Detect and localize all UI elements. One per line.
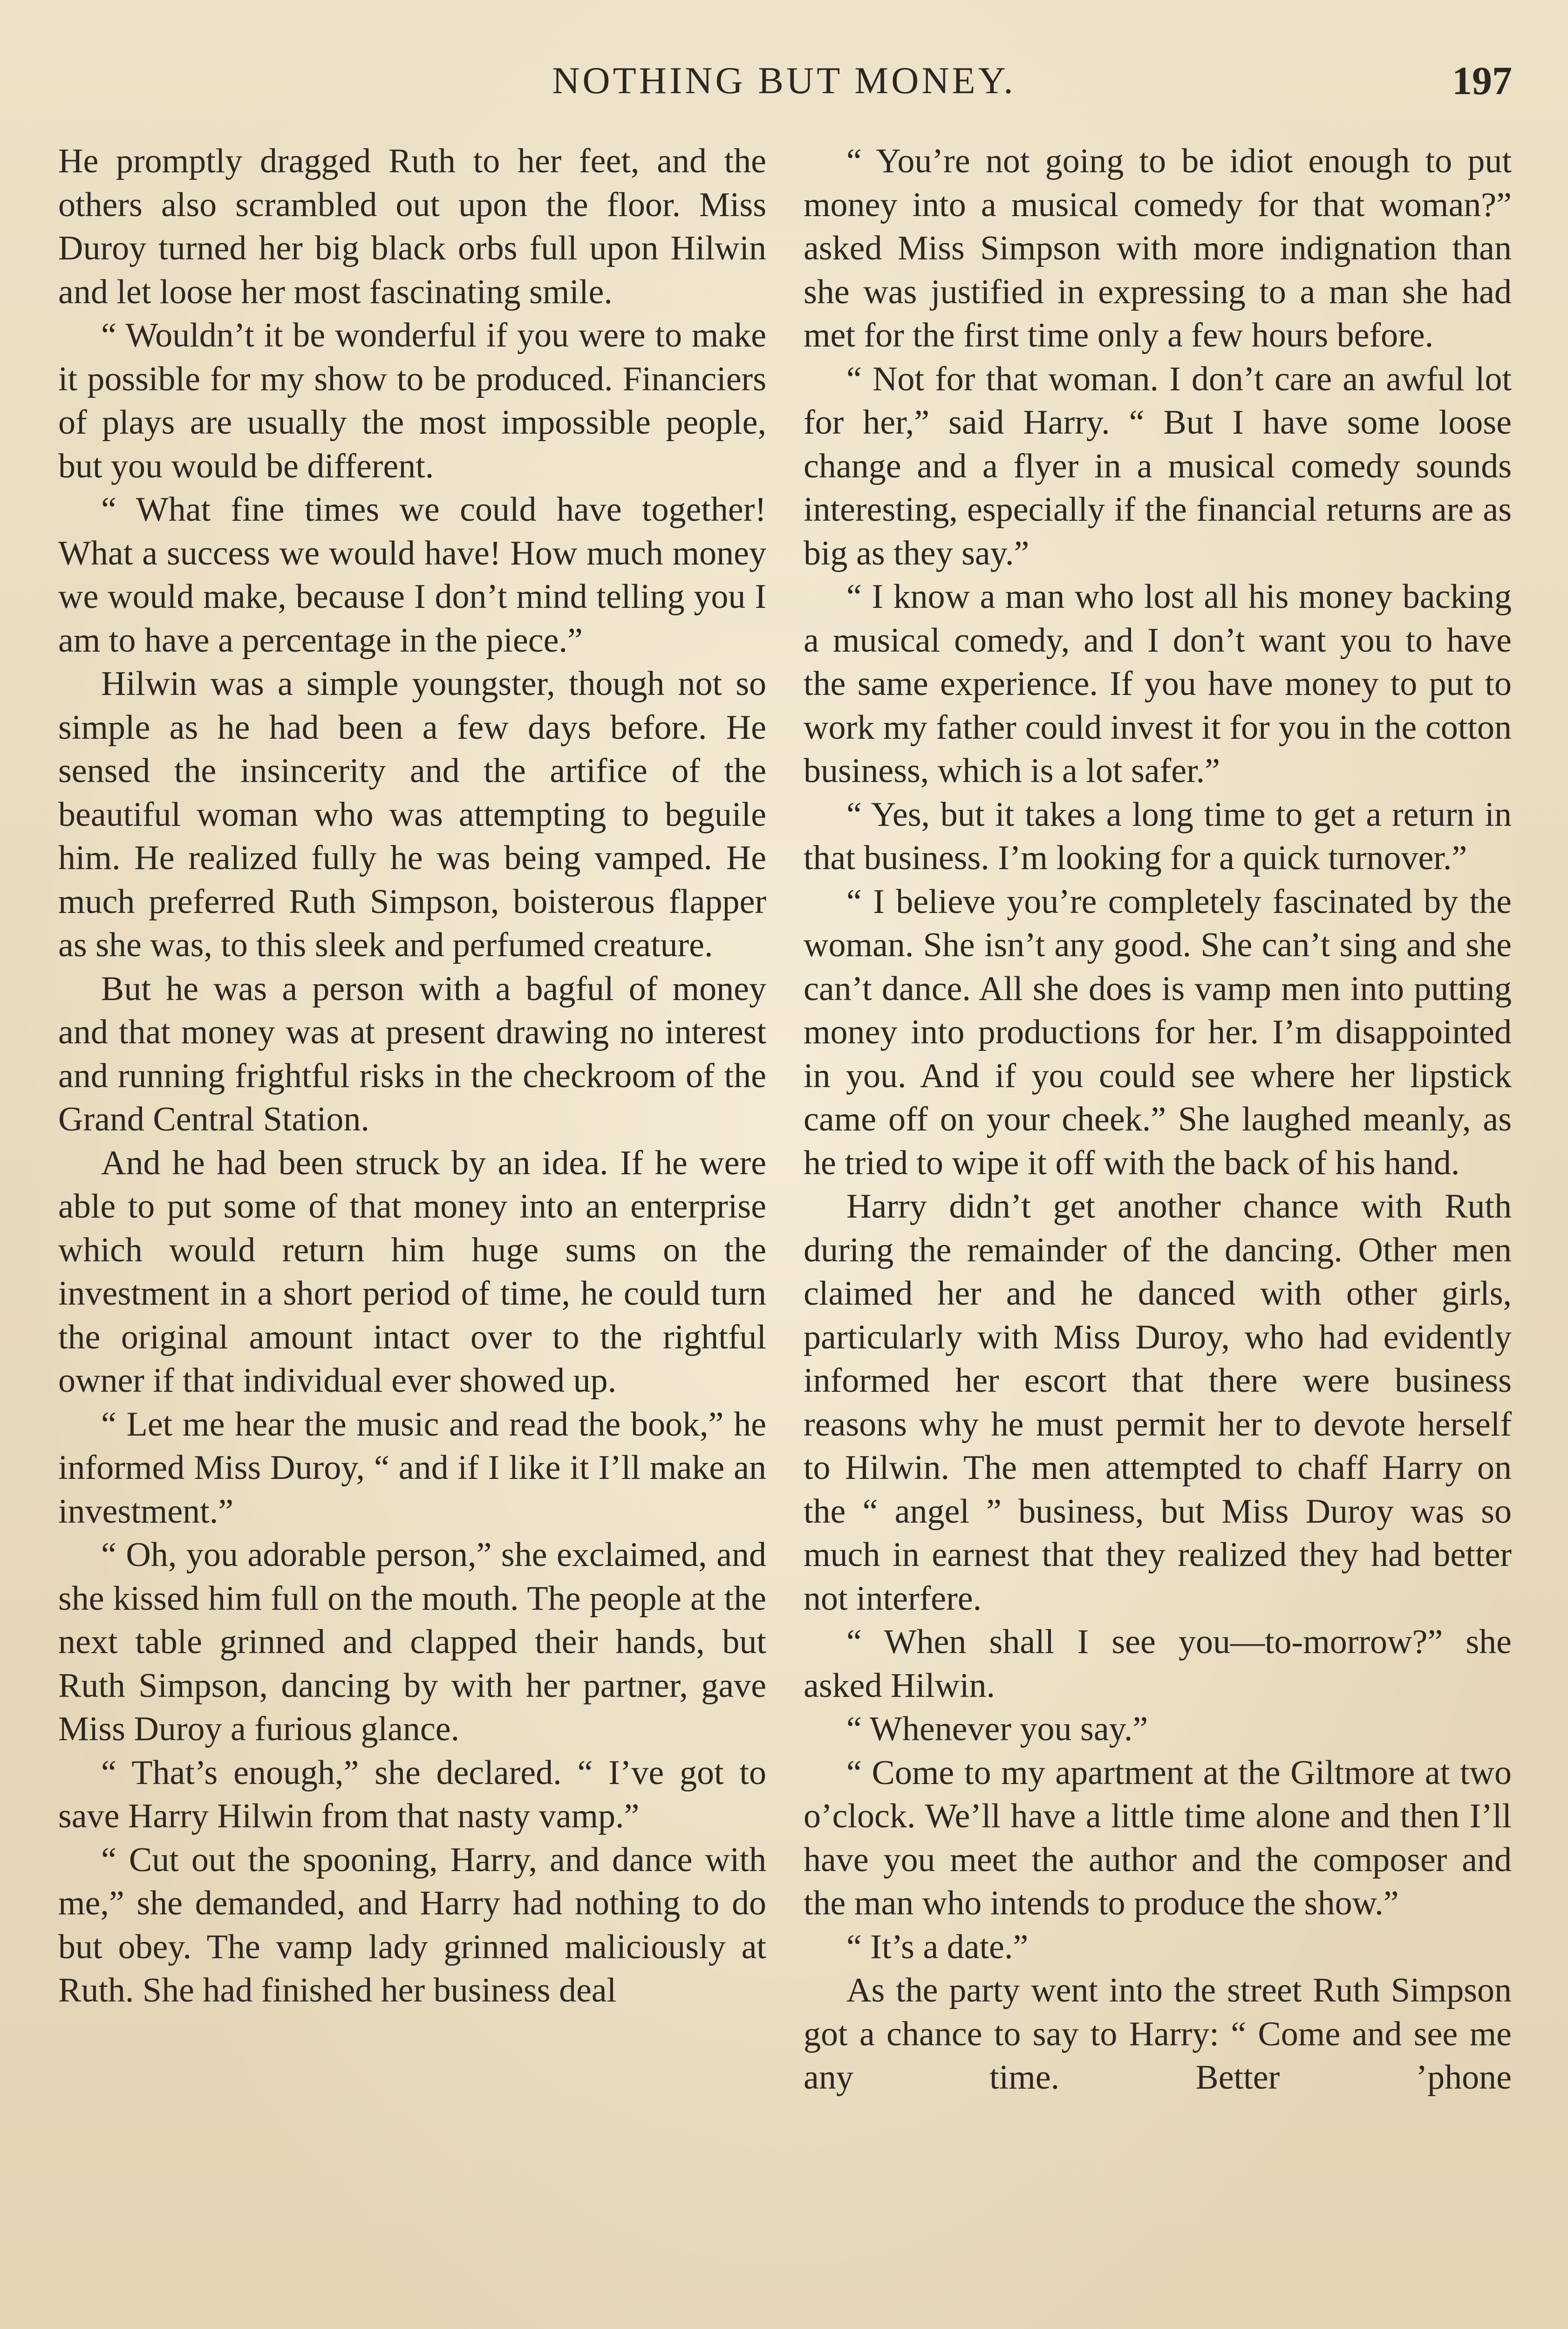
paragraph: But he was a person with a bagful of money and that money was at present drawing no interest and running frightful risks in the checkroom of the Grand Central Station. (58, 969, 766, 1138)
paragraph: “ When shall I see you—to-morrow?” she asked Hilwin. (804, 1623, 1512, 1705)
paragraph: Harry didn’t get another chance with Ruth during the remainder of the dancing. Other men claimed her and he danced with other girls, particularly with Miss Duroy, who had evidently informed her escort that there were business reasons why he must permit her to devote herself to Hilwin. The men attempted to chaff Harry on the “ angel ” business, but Miss Duroy was so much in earnest that they realized they had better not interfere. (804, 1187, 1512, 1618)
page-number: 197 (1452, 58, 1512, 103)
paragraph: As the party went into the street Ruth Simpson got a chance to say to Harry: “ Come and see me any time. Better ’phone (804, 1971, 1512, 2097)
paragraph: “ It’s a date.” (846, 1927, 1029, 1966)
paragraph: “ Wouldn’t it be wonderful if you were to make it possible for my show to be produced. Financiers of plays are usually the most impossible people, but you would be different. (58, 316, 766, 485)
paragraph: “ That’s enough,” she declared. “ I’ve got to save Harry Hilwin from that nasty vamp.” (58, 1753, 766, 1835)
running-title: NOTHING BUT MONEY. (552, 59, 1016, 102)
paragraph: “ I believe you’re completely fascinated by the woman. She isn’t any good. She can’t sing and she can’t dance. All she does is vamp men into putting money into productions for her. I’m disappointed in you. And if you could see where her lipstick came off on your cheek.” She laughed meanly, as he tried to wipe it off with the back of his hand. (804, 882, 1512, 1182)
paragraph: “ I know a man who lost all his money backing a musical comedy, and I don’t want you to have the same experience. If you have money to put to work my father could invest it for you in the cotton business, which is a lot safer.” (804, 578, 1512, 790)
paragraph: “ Whenever you say.” (846, 1710, 1148, 1748)
paragraph: “ What fine times we could have together! What a success we would have! How much money we would make, because I don’t mind telling you I am to have a percentage in the piece.” (58, 490, 766, 660)
paragraph: “ Let me hear the music and read the book,” he informed Miss Duroy, “ and if I like it I’ll make an investment.” (58, 1405, 766, 1531)
paragraph: He promptly dragged Ruth to her feet, and the others also scrambled out upon the floor. Miss Duroy turned her big black orbs full upon Hilwin and let loose her most fascinating smile. (58, 142, 766, 311)
right-column (804, 140, 1512, 2100)
left-column (58, 140, 766, 2013)
paragraph: “ You’re not going to be idiot enough to put money into a musical comedy for that woman?” asked Miss Simpson with more indignation than she was justified in expressing to a man she had met for the first time only a few hours before. (804, 142, 1512, 354)
paragraph: “ Come to my apartment at the Giltmore at two o’clock. We’ll have a little time alone and then I’ll have you meet the author and the composer and the man who intends to produce the show.” (804, 1753, 1512, 1922)
paragraph: “ Cut out the spooning, Harry, and dance with me,” she demanded, and Harry had nothing to do but obey. The vamp lady grinned maliciously at Ruth. She had finished her business deal (58, 1840, 766, 2009)
running-head (0, 55, 1568, 106)
paragraph: And he had been struck by an idea. If he were able to put some of that money into an enterprise which would return him huge sums on the investment in a short period of time, he could turn the original amount intact over to the rightful owner if that individual ever showed up. (58, 1144, 766, 1400)
paragraph: “ Oh, you adorable person,” she exclaimed, and she kissed him full on the mouth. The people at the next table grinned and clapped their hands, but Ruth Simpson, dancing by with her partner, gave Miss Duroy a furious glance. (58, 1536, 766, 1748)
paragraph: “ Not for that woman. I don’t care an awful lot for her,” said Harry. “ But I have some loose change and a flyer in a musical comedy sounds interesting, especially if the financial returns are as big as they say.” (804, 360, 1512, 572)
paragraph: Hilwin was a simple youngster, though not so simple as he had been a few days before. He sensed the insincerity and the artifice of the beautiful woman who was attempting to beguile him. He realized fully he was being vamped. He much preferred Ruth Simpson, boisterous flapper as she was, to this sleek and perfumed creature. (58, 665, 766, 964)
paragraph: “ Yes, but it takes a long time to get a return in that business. I’m looking for a quick turnover.” (804, 795, 1512, 877)
